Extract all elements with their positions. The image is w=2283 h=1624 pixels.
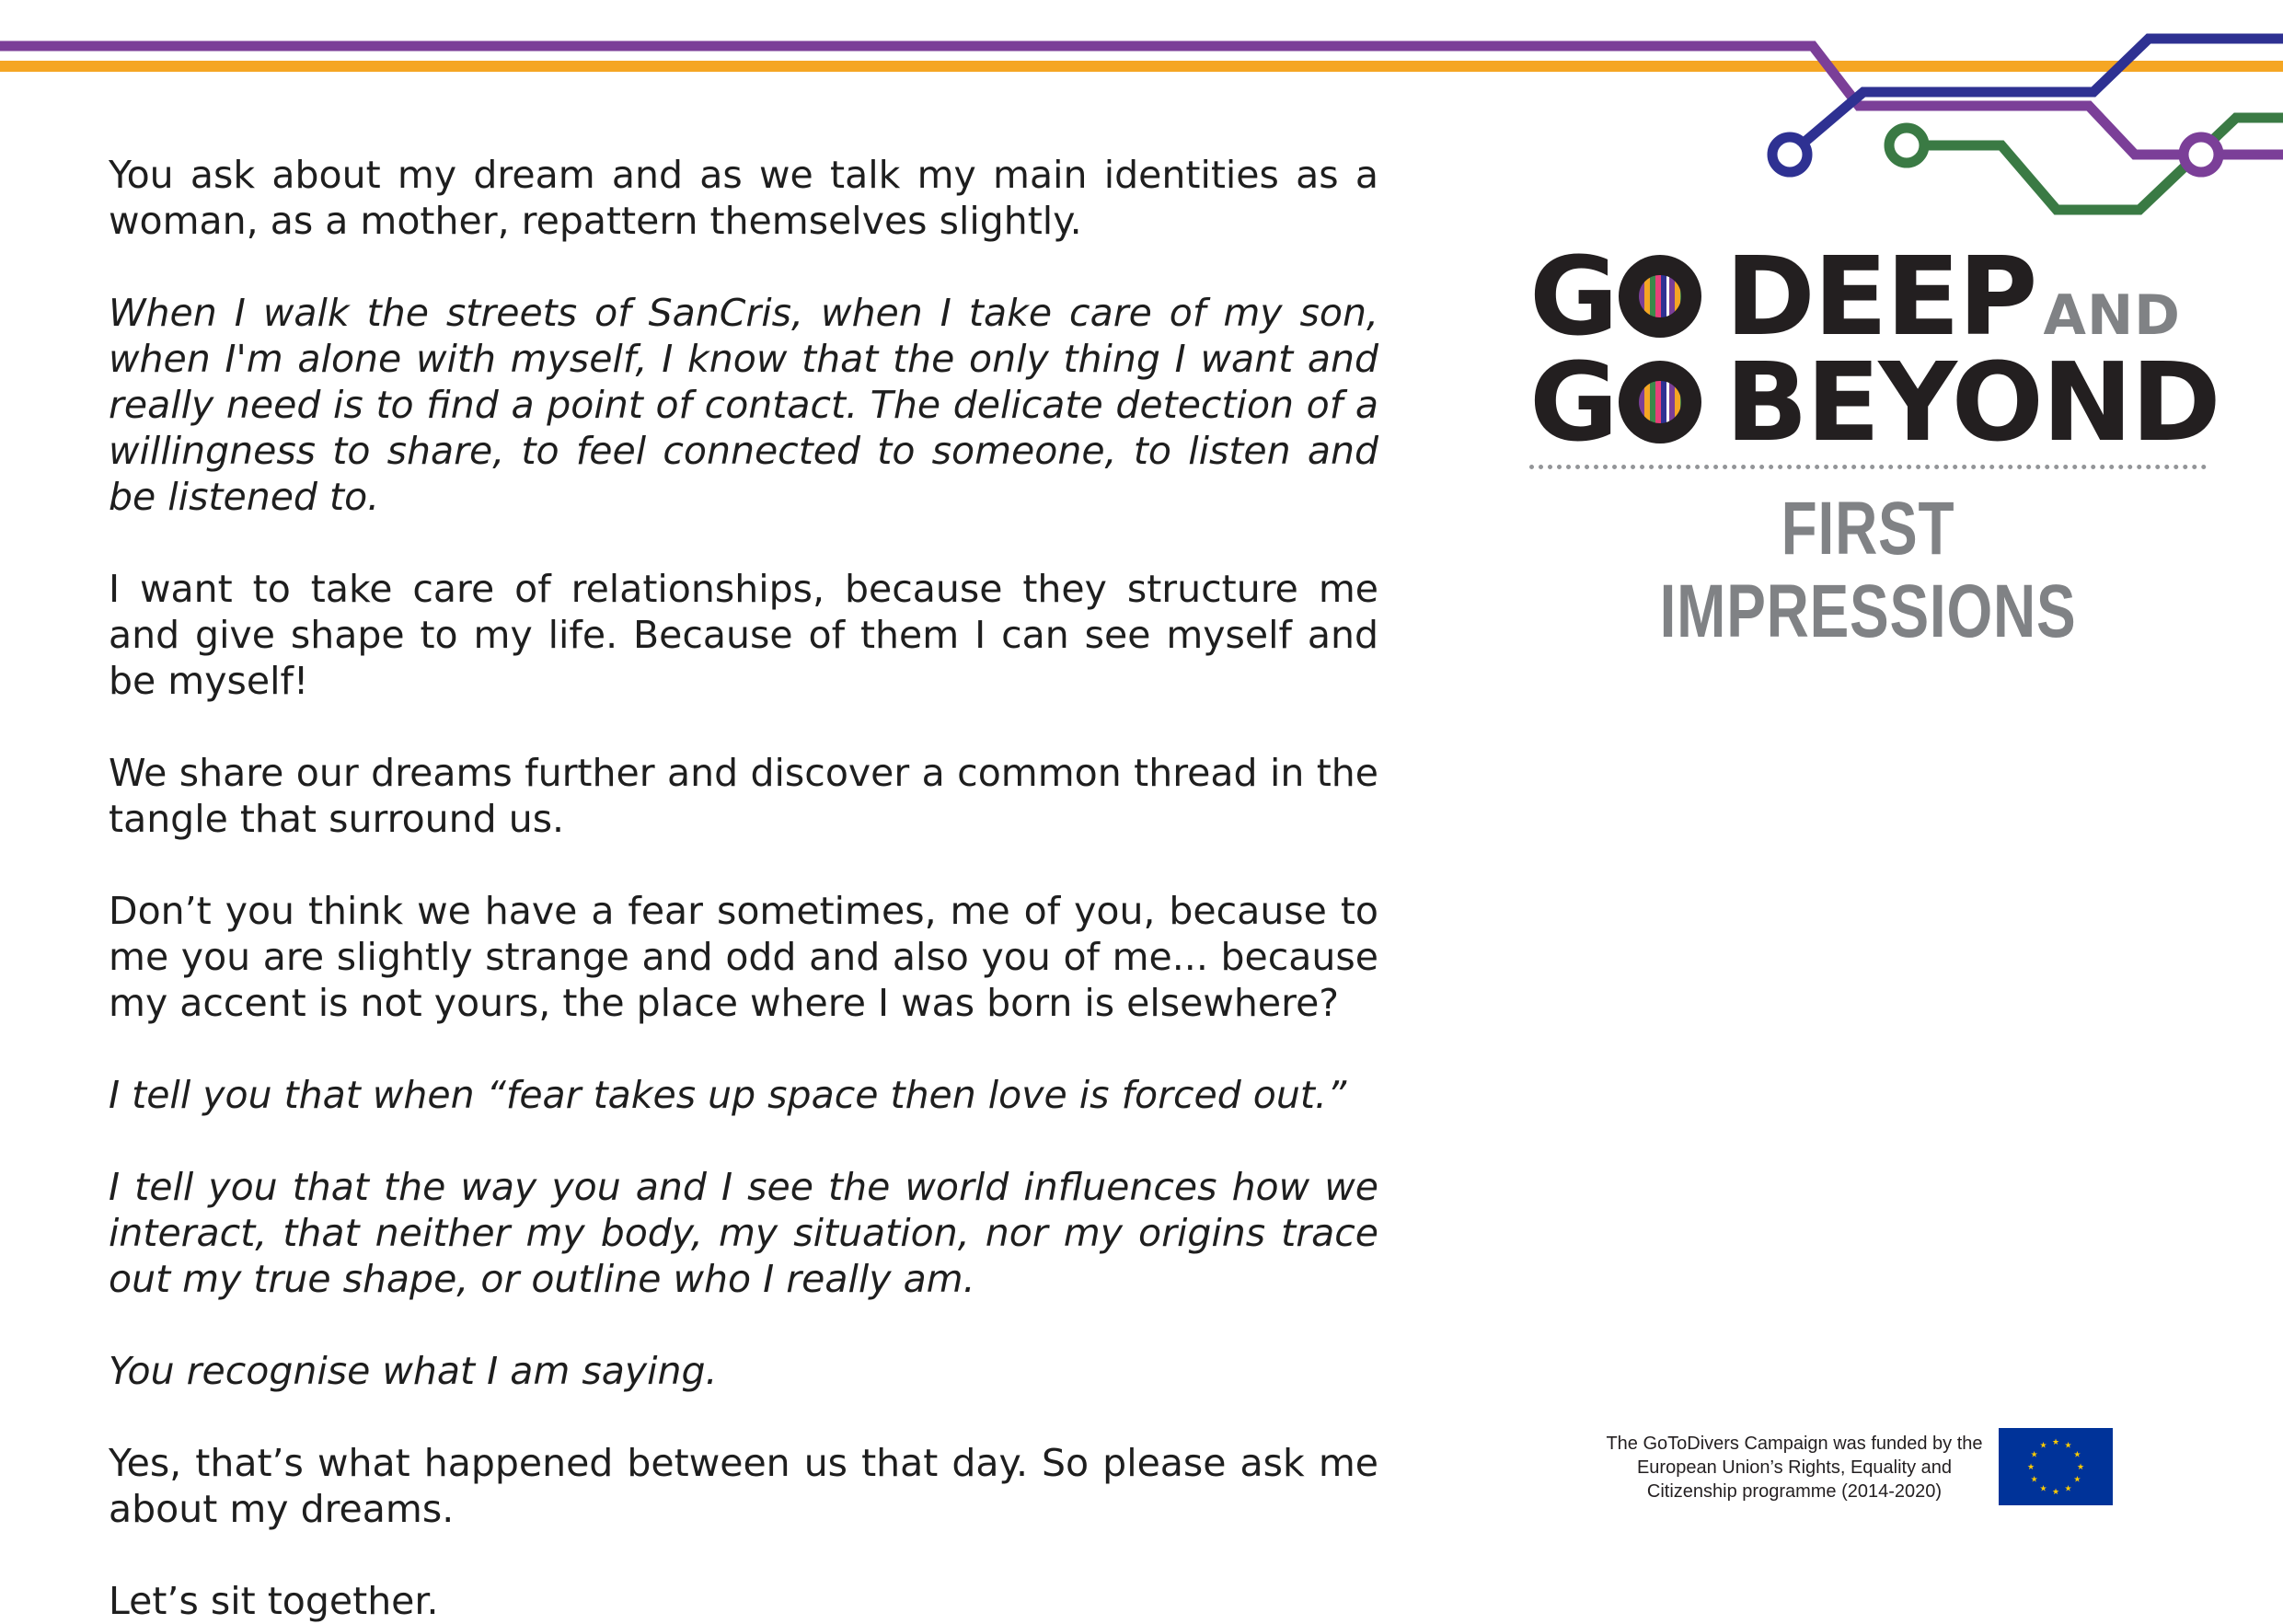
- eu-star-icon: ★: [2030, 1475, 2038, 1485]
- first-impressions-title: FIRST IMPRESSIONS: [1659, 487, 2077, 653]
- striped-o-icon: [1619, 361, 1701, 443]
- eu-star-icon: ★: [2073, 1450, 2081, 1460]
- eu-star-icon: ★: [2064, 1441, 2072, 1451]
- story-paragraph: We share our dreams further and discover a common thread in the tangle that surround us.: [109, 751, 1378, 841]
- eu-star-icon: ★: [2039, 1441, 2047, 1451]
- eu-star-icon: ★: [2026, 1463, 2035, 1472]
- eu-flag-icon: [1999, 1428, 2113, 1505]
- logo-go-2: G: [1529, 350, 1701, 455]
- story-paragraph: Let’s sit together.: [109, 1579, 439, 1623]
- story-paragraph: You ask about my dream and as we talk my main identities as a woman, as a mother, repattern themselves slightly.: [109, 153, 1378, 243]
- striped-o-icon: [1619, 255, 1701, 338]
- eu-star-icon: ★: [2039, 1484, 2047, 1494]
- story-paragraph: I tell you that when “fear takes up space then love is forced out.”: [109, 1073, 1347, 1117]
- logo-and: AND: [2043, 283, 2181, 348]
- story-paragraph: I tell you that the way you and I see the world influences how we interact, that neither my body, my situation, nor my origins trace out my true shape, or outline who I really am.: [109, 1165, 1378, 1301]
- story-paragraph: Don’t you think we have a fear sometimes, me of you, because to me you are slightly strange and odd and also you of me... because my accent is not yours, the place where I was born is elsewhere?: [109, 889, 1378, 1025]
- eu-star-icon: ★: [2051, 1438, 2060, 1447]
- story-text: [109, 152, 1378, 1624]
- logo-line-2: [1529, 339, 2220, 466]
- story-paragraph: I want to take care of relationships, because they structure me and give shape to my life. Because of them I can see myself and be myself!: [109, 567, 1378, 703]
- eu-star-icon: ★: [2030, 1450, 2038, 1460]
- story-paragraph: When I walk the streets of SanCris, when I take care of my son, when I'm alone with myself, I know that the only thing I want and really need is to find a point of contact. The delicate detection of a willingness to share, to feel connected to someone, to listen and be listened to.: [109, 291, 1378, 519]
- logo-line-1: [1529, 233, 2207, 360]
- go-deep-go-beyond-logo: [1529, 233, 2220, 466]
- funding-notice: The GoToDivers Campaign was funded by the European Union’s Rights, Equality and Citizenship programme (2014-2020): [1606, 1434, 1983, 1502]
- story-paragraph: Yes, that’s what happened between us that day. So please ask me about my dreams.: [109, 1441, 1378, 1531]
- eu-star-icon: ★: [2076, 1463, 2085, 1472]
- story-paragraph: You recognise what I am saying.: [109, 1349, 718, 1393]
- eu-star-icon: ★: [2073, 1475, 2081, 1485]
- eu-star-icon: ★: [2064, 1484, 2072, 1494]
- logo-go-1: G: [1529, 244, 1701, 350]
- eu-star-icon: ★: [2051, 1488, 2060, 1497]
- logo-divider: [1529, 465, 2207, 469]
- logo-deep: DEEP: [1724, 233, 2036, 360]
- logo-beyond: BEYOND: [1724, 339, 2220, 466]
